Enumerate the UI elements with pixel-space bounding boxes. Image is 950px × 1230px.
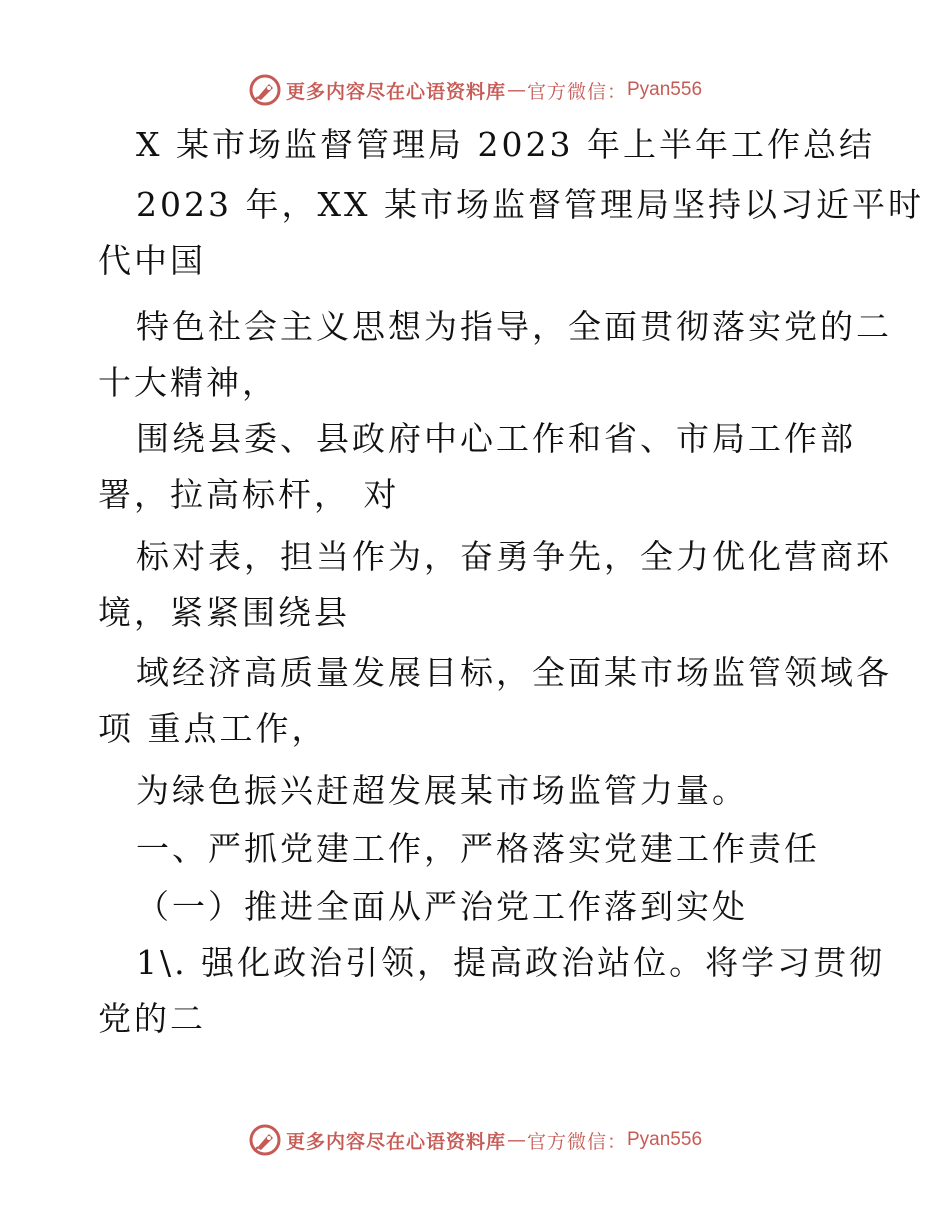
document-title: X 某市场监督管理局 2023 年上半年工作总结 [136, 125, 875, 164]
paragraph-line: 围绕县委、县政府中心工作和省、市局工作部 [136, 419, 856, 458]
paragraph-line: 为绿色振兴赶超发展某市场监管力量。 [136, 771, 748, 810]
watermark-separator: — [506, 1129, 526, 1151]
paragraph-line: 特色社会主义思想为指导，全面贯彻落实党的二 [136, 307, 892, 346]
paragraph-line: 1\. 强化政治引领，提高政治站位。将学习贯彻 [136, 943, 886, 982]
watermark-account: Pyan556 [627, 79, 703, 100]
paragraph-line: 十大精神， [98, 363, 278, 402]
subsection-heading: （一）推进全面从严治党工作落到实处 [136, 887, 748, 926]
paragraph-line: 项 重点工作， [98, 709, 328, 748]
watermark-separator: — [506, 79, 526, 101]
section-heading: 一、严抓党建工作，严格落实党建工作责任 [136, 829, 820, 868]
paragraph-line: 2023 年，XX 某市场监督管理局坚持以习近平时 [136, 185, 924, 224]
paragraph-line: 代中国 [98, 241, 206, 280]
paragraph-line: 标对表，担当作为，奋勇争先，全力优化营商环 [136, 537, 892, 576]
paragraph-line: 署，拉高标杆， 对 [98, 475, 400, 514]
watermark-sub-text: 官方微信： [526, 80, 627, 103]
paragraph-line: 党的二 [98, 999, 206, 1038]
pen-nib-logo-icon [248, 73, 282, 107]
paragraph-line: 域经济高质量发展目标，全面某市场监管领域各 [136, 653, 892, 692]
paragraph-line: 境，紧紧围绕县 [98, 593, 350, 632]
watermark-main-text: 更多内容尽在心语资料库 [285, 1130, 506, 1153]
watermark-sub-text: 官方微信： [526, 1130, 627, 1153]
watermark-banner-bottom [0, 1120, 950, 1160]
watermark-banner-top [0, 70, 950, 110]
watermark-main-text: 更多内容尽在心语资料库 [285, 80, 506, 103]
pen-nib-logo-icon [248, 1123, 282, 1157]
watermark-account: Pyan556 [627, 1129, 703, 1150]
